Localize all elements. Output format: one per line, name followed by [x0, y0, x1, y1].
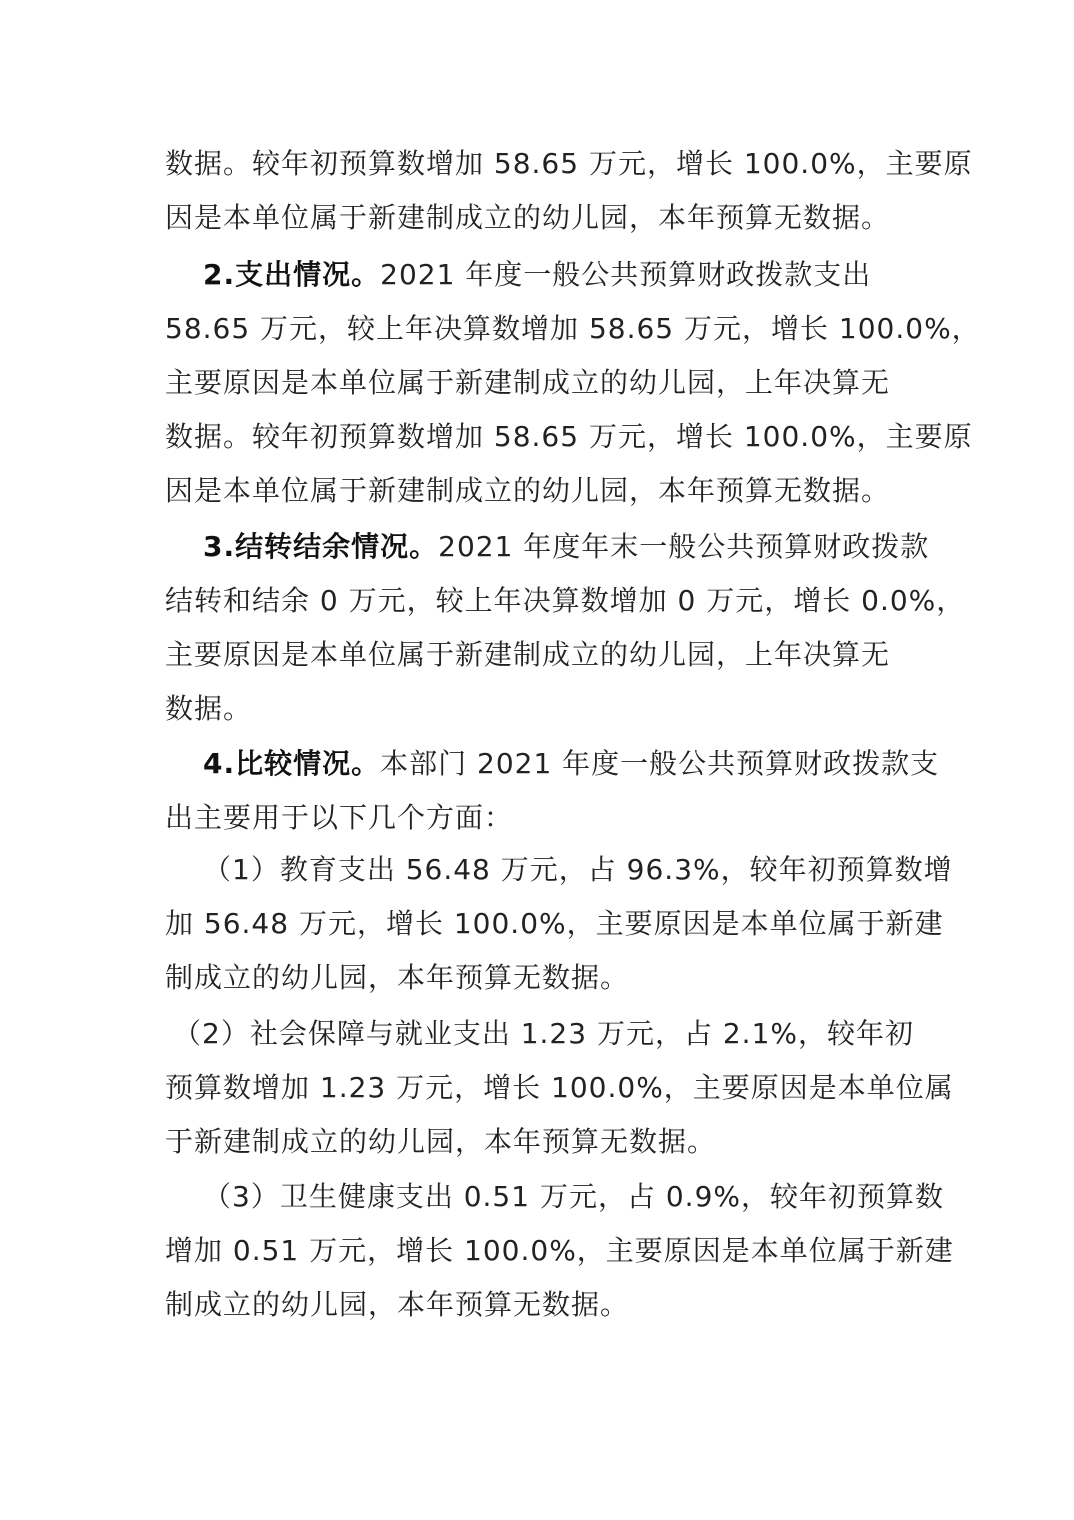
text-line [203, 257, 871, 293]
text-line [165, 365, 890, 401]
paragraph-text: 加 56.48 万元，增长 100.0%，主要原因是本单位属于新建 [165, 907, 944, 940]
paragraph-heading: 4.比较情况。 [203, 747, 381, 780]
text-line [165, 1287, 629, 1323]
paragraph-text: 数据。较年初预算数增加 58.65 万元，增长 100.0%，主要原 [165, 147, 973, 180]
text-line [165, 637, 890, 673]
paragraph-text: 于新建制成立的幼儿园，本年预算无数据。 [165, 1125, 717, 1158]
text-line [165, 473, 890, 509]
text-line [203, 852, 953, 888]
text-line [165, 311, 981, 347]
text-line [203, 746, 939, 782]
paragraph-text: 2021 年度年末一般公共预算财政拨款 [438, 530, 930, 563]
paragraph-text: 制成立的幼儿园，本年预算无数据。 [165, 1288, 630, 1321]
text-line [165, 1233, 954, 1269]
text-line [203, 529, 929, 565]
paragraph-text: 本部门 2021 年度一般公共预算财政拨款支 [380, 747, 940, 780]
paragraph-text: 增加 0.51 万元，增长 100.0%，主要原因是本单位属于新建 [165, 1234, 954, 1267]
paragraph-text: 因是本单位属于新建制成立的幼儿园，本年预算无数据。 [165, 474, 891, 507]
paragraph-heading: 3.结转结余情况。 [203, 530, 439, 563]
text-line [165, 691, 252, 727]
text-line [165, 419, 973, 455]
paragraph-text: 主要原因是本单位属于新建制成立的幼儿园，上年决算无 [165, 638, 891, 671]
paragraph-text: 数据。较年初预算数增加 58.65 万元，增长 100.0%，主要原 [165, 420, 973, 453]
paragraph-text: （1）教育支出 56.48 万元，占 96.3%，较年初预算数增 [203, 853, 953, 886]
paragraph-text: 因是本单位属于新建制成立的幼儿园，本年预算无数据。 [165, 201, 891, 234]
paragraph-text: 出主要用于以下几个方面： [165, 801, 514, 834]
paragraph-text: 2021 年度一般公共预算财政拨款支出 [380, 258, 872, 291]
text-line [173, 1016, 914, 1052]
paragraph-text: 结转和结余 0 万元，较上年决算数增加 0 万元，增长 0.0%， [165, 584, 966, 617]
paragraph-text: （2）社会保障与就业支出 1.23 万元，占 2.1%，较年初 [173, 1017, 914, 1050]
text-line [165, 960, 629, 996]
paragraph-text: 数据。 [165, 692, 253, 725]
paragraph-text: 预算数增加 1.23 万元，增长 100.0%，主要原因是本单位属 [165, 1071, 954, 1104]
text-line [165, 1070, 954, 1106]
text-line [165, 906, 944, 942]
text-line [165, 200, 890, 236]
text-line [165, 1124, 716, 1160]
paragraph-text: 58.65 万元，较上年决算数增加 58.65 万元，增长 100.0%， [165, 312, 981, 345]
text-line [165, 146, 973, 182]
paragraph-heading: 2.支出情况。 [203, 258, 381, 291]
paragraph-text: （3）卫生健康支出 0.51 万元，占 0.9%，较年初预算数 [203, 1180, 944, 1213]
paragraph-text: 主要原因是本单位属于新建制成立的幼儿园，上年决算无 [165, 366, 891, 399]
paragraph-text: 制成立的幼儿园，本年预算无数据。 [165, 961, 630, 994]
text-line [165, 583, 965, 619]
text-line [203, 1179, 944, 1215]
text-line [165, 800, 513, 836]
